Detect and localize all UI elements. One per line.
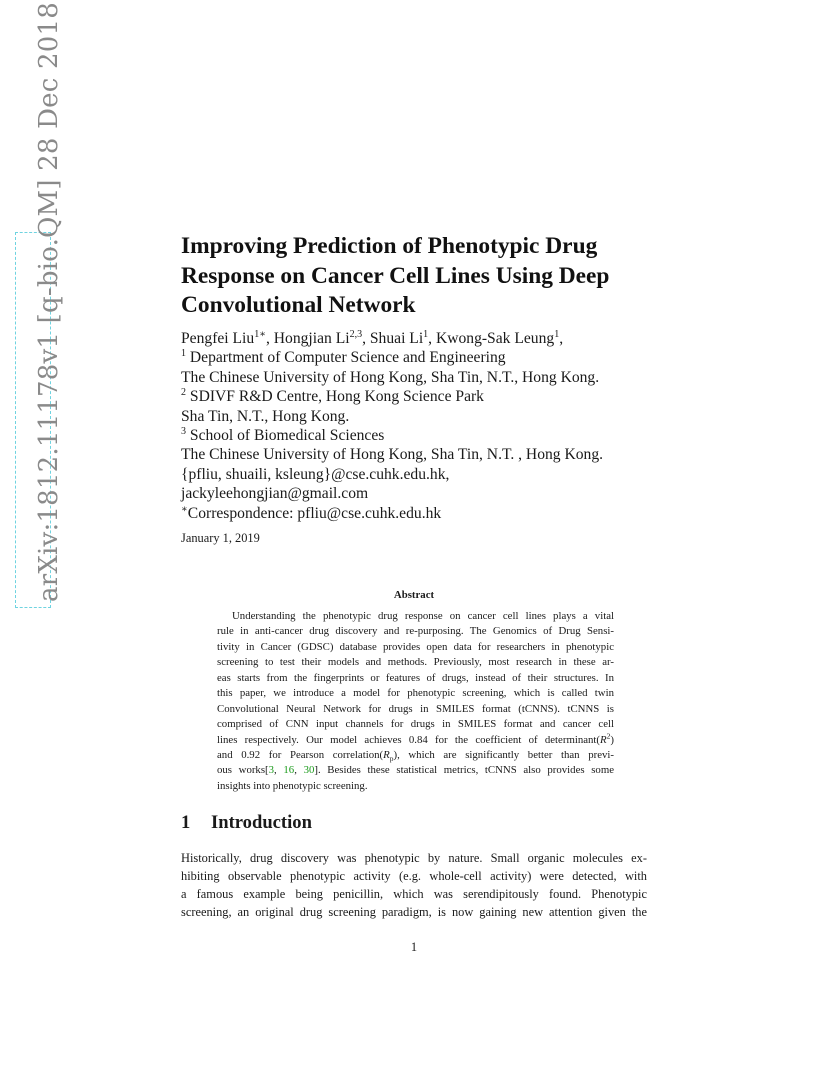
author-name: Kwong-Sak Leung	[435, 330, 555, 347]
author-emails: {pfliu, shuaili, ksleung}@cse.cuhk.edu.hk,	[181, 465, 450, 483]
body-line: screening, an original drug screening paradigm, is now gaining new attention given the	[181, 904, 647, 919]
abstract-text: ]. Besides these statistical metrics, tCNNS also provides some	[314, 764, 615, 777]
math-sub: p	[389, 754, 394, 764]
author-name: Shuai Li	[369, 330, 424, 347]
author-affil-mark: 1∗	[254, 328, 266, 340]
author-name: Hongjian Li	[273, 330, 350, 347]
author-affil-mark: 2,3	[349, 328, 363, 340]
section-number: 1	[181, 812, 191, 833]
author-separator: ,	[559, 330, 564, 347]
affiliation-3-address: The Chinese University of Hong Kong, Sha Tin, N.T. , Hong Kong.	[181, 446, 604, 464]
page-number: 1	[410, 940, 418, 954]
title-line: Response on Cancer Cell Lines Using Deep	[181, 262, 610, 289]
title-line: Convolutional Network	[181, 292, 416, 318]
introduction-body	[181, 850, 647, 922]
affiliation-1	[181, 348, 651, 367]
author-names	[181, 329, 651, 348]
author-affil-mark: 1	[423, 328, 429, 340]
abstract-line: eas starts from the fingerprints or features of drugs, instead of their structures. In	[217, 671, 614, 684]
corr-mark: ∗	[181, 503, 188, 515]
author-block	[181, 329, 651, 523]
affiliation-1-address: The Chinese University of Hong Kong, Sha Tin, N.T., Hong Kong.	[181, 368, 600, 386]
math-var: R	[383, 748, 390, 761]
abstract-text: ous works[	[217, 764, 269, 777]
abstract-line	[217, 730, 614, 748]
abstract-text: ), which are significantly better than previ-	[393, 748, 614, 761]
affil-text: School of Biomedical Sciences	[186, 427, 385, 445]
correspondence-text: Correspondence: pfliu@cse.cuhk.edu.hk	[187, 504, 442, 522]
citation-link[interactable]: 30	[303, 764, 315, 777]
abstract-line: comprised of CNN input channels for drugs in SMILES format and cancer cell	[217, 718, 614, 731]
abstract-line	[217, 763, 614, 778]
author-name: Pengfei Liu	[181, 330, 255, 347]
section-heading	[181, 812, 312, 834]
abstract-line: Understanding the phenotypic drug response on cancer cell lines plays a vital	[232, 610, 614, 622]
citation-separator: ,	[294, 764, 304, 777]
affil-text: SDIVF R&D Centre, Hong Kong Science Park	[186, 388, 484, 406]
citation-link[interactable]: 3	[268, 764, 275, 777]
paper-title	[181, 232, 651, 321]
author-email-2: jackyleehongjian@gmail.com	[181, 485, 369, 503]
author-separator: ,	[265, 330, 274, 347]
author-separator: ,	[428, 330, 436, 347]
math-sup: 2	[606, 730, 611, 740]
abstract-line: tivity in Cancer (GDSC) database provides open data for researchers in phenotypic	[217, 640, 614, 653]
body-line: a famous example being penicillin, which was serendipitously found. Phenotypic	[181, 886, 647, 901]
abstract-line: Convolutional Neural Network for drugs in SMILES format (tCNNS). tCNNS is	[217, 702, 614, 715]
body-line: Historically, drug discovery was phenotypic by nature. Small organic molecules ex-	[181, 851, 647, 865]
author-separator: ,	[362, 330, 370, 347]
affil-text: Department of Computer Science and Engineering	[186, 349, 506, 367]
affil-mark: 2	[181, 387, 186, 399]
abstract-text: lines respectively. Our model achieves 0.84 for the coefficient of determinant(	[217, 733, 601, 746]
abstract-body	[217, 609, 614, 794]
abstract-line: this paper, we introduce a model for phenotypic screening, which is called twin	[217, 687, 614, 700]
citation-link[interactable]: 16	[283, 764, 295, 777]
abstract-heading: Abstract	[393, 589, 435, 601]
citation-separator: ,	[274, 764, 284, 777]
affiliation-3	[181, 426, 651, 445]
affiliation-2	[181, 387, 651, 406]
correspondence	[181, 504, 651, 523]
abstract-line	[217, 748, 614, 763]
affil-mark: 1	[181, 348, 186, 360]
title-line: Improving Prediction of Phenotypic Drug	[181, 233, 598, 259]
abstract-line: screening to test their models and methods. Previously, most research in these ar-	[217, 656, 614, 669]
affil-mark: 3	[181, 425, 186, 437]
abstract-text: )	[610, 733, 614, 746]
section-title: Introduction	[211, 812, 312, 833]
body-line: hibiting observable phenotypic activity (e.g. whole-cell activity) were detected, with	[181, 868, 647, 883]
abstract-line: rule in anti-cancer drug discovery and re-purposing. The Genomics of Drug Sensi-	[217, 625, 614, 638]
arxiv-stamp: arXiv:1812.11178v1 [q-bio.QM] 28 Dec 2018	[34, 2, 64, 602]
math-var: R	[600, 733, 607, 746]
author-affil-mark: 1	[554, 328, 560, 340]
affiliation-2-address: Sha Tin, N.T., Hong Kong.	[181, 407, 350, 425]
paper-date: January 1, 2019	[181, 531, 260, 545]
abstract-text: and 0.92 for Pearson correlation(	[217, 748, 384, 761]
abstract-line: insights into phenotypic screening.	[217, 779, 368, 792]
